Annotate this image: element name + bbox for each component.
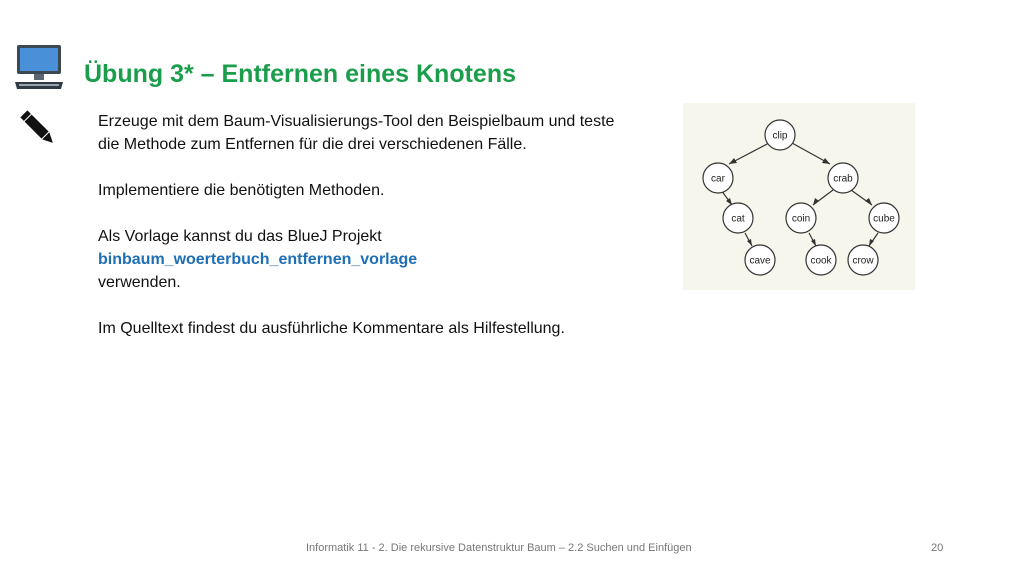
node-label: clip xyxy=(772,130,788,142)
comments-paragraph: Im Quelltext findest du ausführliche Kommentare als Hilfestellung. xyxy=(98,320,565,337)
template-outro: verwenden. xyxy=(98,274,181,291)
node-label: car xyxy=(711,173,725,185)
node-label: crab xyxy=(833,173,853,185)
footer-text: Informatik 11 - 2. Die rekursive Datenstruktur Baum – 2.2 Suchen und Einfügen xyxy=(306,542,692,554)
implement-paragraph: Implementiere die benötigten Methoden. xyxy=(98,182,385,199)
task-text xyxy=(98,110,618,340)
computer-icon xyxy=(12,44,66,90)
tree-diagram xyxy=(683,103,915,290)
tree-nodes xyxy=(703,120,899,275)
page-number: 20 xyxy=(931,542,944,554)
node-label: coin xyxy=(791,213,811,225)
pencil-icon xyxy=(16,106,60,150)
template-intro: Als Vorlage kannst du das BlueJ Projekt xyxy=(98,228,382,245)
node-label: cave xyxy=(749,255,771,267)
node-label: cube xyxy=(873,213,895,225)
instruction-paragraph: Erzeuge mit dem Baum-Visualisierungs-Tool den Beispielbaum und teste die Methode zum Entfernen für die drei verschiedenen Fälle. xyxy=(98,113,615,153)
template-paragraph xyxy=(98,225,618,294)
slide-title: Übung 3* – Entfernen eines Knotens xyxy=(84,60,517,88)
node-label: cat xyxy=(731,213,745,225)
node-label: crow xyxy=(852,255,874,267)
node-label: cook xyxy=(810,255,832,267)
project-name: binbaum_woerterbuch_entfernen_vorlage xyxy=(98,251,418,268)
